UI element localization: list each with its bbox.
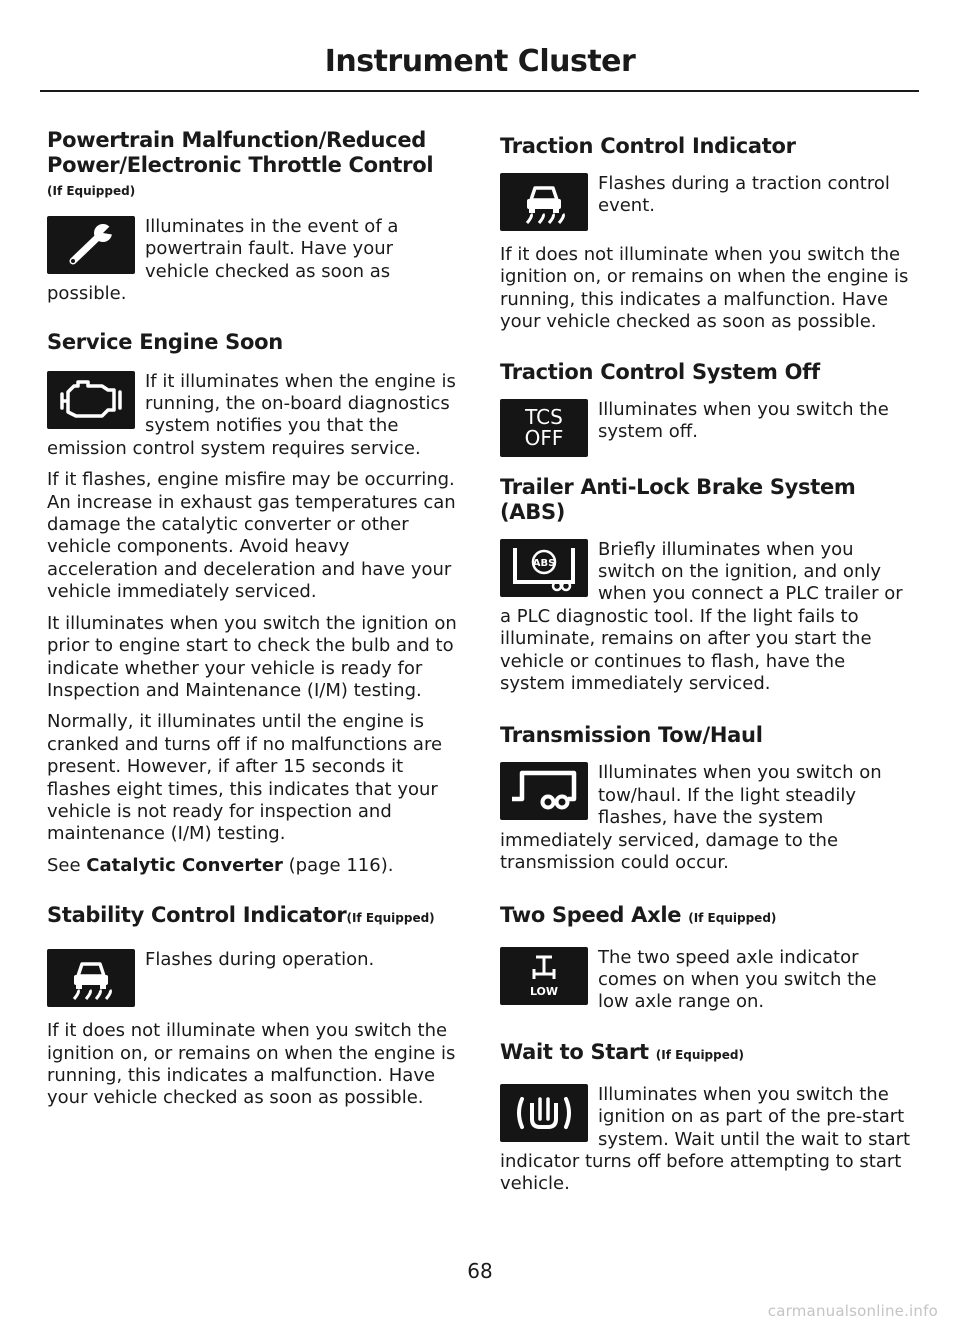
condition-label: (If Equipped) bbox=[655, 1047, 744, 1062]
axle-icon bbox=[500, 947, 588, 1005]
page-title: Instrument Cluster bbox=[324, 44, 636, 79]
section-title: Trailer Anti-Lock Brake System (ABS) bbox=[500, 474, 856, 524]
section-text: If it flashes, engine misfire may be occurring. An increase in exhaust gas temperatures can damage the catalytic converter or other vehicle components. Avoid heavy acceleration and deceleration and have your vehicle immediately serviced. bbox=[47, 469, 456, 603]
section-wait-to-start bbox=[500, 1040, 912, 1196]
section-text: Illuminates in the event of a powertrain fault. Have your vehicle checked as soon as possible. bbox=[47, 216, 399, 305]
condition-label: (If Equipped) bbox=[688, 910, 777, 925]
low-label: LOW bbox=[529, 985, 559, 998]
section-text: If it does not illuminate when you switch the ignition on, or remains on when the engine is running, this indicates a malfunction. Have your vehicle checked as soon as possible. bbox=[47, 1020, 456, 1109]
skidding-car-icon bbox=[500, 173, 588, 231]
section-tcs-off bbox=[500, 360, 912, 461]
section-title: Traction Control Indicator bbox=[500, 134, 796, 158]
wrench-icon bbox=[47, 216, 135, 274]
section-title: Powertrain Malfunction/Reduced Power/Electronic Throttle Control bbox=[47, 128, 434, 177]
section-text: Illuminates when you switch the ignition on as part of the pre-start system. Wait until the wait to start indicator turns off before attempting to start vehicle. bbox=[500, 1083, 911, 1195]
section-title: Stability Control Indicator(If Equipped) bbox=[47, 903, 435, 928]
cross-reference-link[interactable]: Catalytic Converter bbox=[86, 854, 283, 876]
section-service-engine bbox=[47, 330, 459, 878]
abs-label: ABS bbox=[532, 557, 556, 569]
section-stability bbox=[47, 903, 459, 1110]
skidding-car-icon bbox=[47, 949, 135, 1007]
section-title: Service Engine Soon bbox=[47, 329, 283, 354]
cross-reference: See Catalytic Converter (page 116). bbox=[47, 854, 394, 876]
section-text: Illuminates when you switch on tow/haul. If the light steadily flashes, have the system immediately serviced, damage to the transmission could occur. bbox=[500, 762, 882, 874]
section-tow-haul bbox=[500, 723, 912, 874]
section-text: Briefly illuminates when you switch on the ignition, and only when you connect a PLC trailer or a PLC diagnostic tool. If the light fails to illuminate, remains on after you start the vehicle or continues to flash, have the system immediately serviced. bbox=[500, 538, 903, 695]
glow-plug-icon bbox=[500, 1084, 588, 1142]
watermark: carmanualsonline.info bbox=[767, 1302, 938, 1320]
section-text: Flashes during a traction control event. bbox=[598, 173, 890, 217]
section-title: Traction Control System Off bbox=[500, 359, 820, 384]
engine-icon bbox=[47, 371, 135, 429]
section-traction bbox=[500, 134, 912, 334]
section-title: Transmission Tow/Haul bbox=[500, 723, 763, 748]
tcs-off-icon: TCS OFF bbox=[500, 399, 588, 457]
section-text: It illuminates when you switch the ignition on prior to engine start to check the bulb and to indicate whether your vehicle is ready for Inspection and Maintenance (I/M) testing. bbox=[47, 612, 457, 701]
section-title: Wait to Start (If Equipped) bbox=[500, 1039, 744, 1064]
right-column bbox=[500, 134, 912, 1196]
section-text: Flashes during operation. bbox=[145, 949, 375, 971]
section-text: Normally, it illuminates until the engine is cranked and turns off if no malfunctions are present. However, if after 15 seconds it flashes eight times, this indicates that your vehicle is not ready for inspection and maintenance (I/M) testing. bbox=[47, 711, 443, 845]
trailer-icon bbox=[500, 762, 588, 820]
left-column bbox=[47, 128, 459, 1110]
section-title: Two Speed Axle (If Equipped) bbox=[500, 902, 777, 927]
section-text: If it does not illuminate when you switch the ignition on, or remains on when the engine is running, this indicates a malfunction. Have your vehicle checked as soon as possible. bbox=[500, 244, 909, 333]
section-two-speed-axle bbox=[500, 903, 912, 1014]
section-trailer-abs bbox=[500, 475, 912, 696]
section-powertrain bbox=[47, 128, 459, 306]
header-divider bbox=[40, 90, 919, 92]
section-text: The two speed axle indicator comes on when you switch the low axle range on. bbox=[598, 946, 877, 1013]
trailer-abs-icon bbox=[500, 539, 588, 597]
page-number: 68 bbox=[467, 1259, 493, 1283]
condition-label: (If Equipped) bbox=[346, 911, 435, 926]
section-text: If it illuminates when the engine is running, the on-board diagnostics system notifies you that the emission control system requires service. bbox=[47, 370, 456, 459]
section-text: Illuminates when you switch the system off. bbox=[598, 398, 889, 443]
condition-label: (If Equipped) bbox=[47, 184, 136, 198]
